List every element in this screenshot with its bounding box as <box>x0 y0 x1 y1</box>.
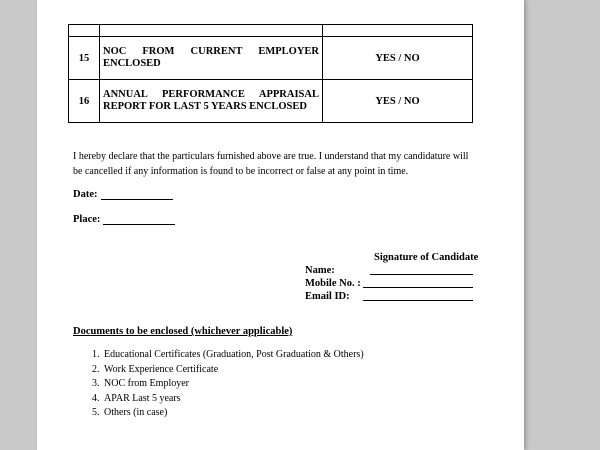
name-label: Name: <box>305 265 335 276</box>
date-blank-line <box>101 189 173 200</box>
signature-title: Signature of Candidate <box>374 252 479 263</box>
list-item: 4. APAR Last 5 years <box>102 392 364 407</box>
table-row-partial <box>69 25 473 37</box>
row-answer: YES / NO <box>323 80 473 123</box>
items-table <box>68 24 473 123</box>
documents-title: Documents to be enclosed (whichever applicable) <box>73 326 293 337</box>
row-number: 16 <box>69 80 100 123</box>
table-row <box>69 37 473 80</box>
table-row <box>69 80 473 123</box>
list-item: 1. Educational Certificates (Graduation, Post Graduation & Others) <box>102 348 364 363</box>
place-field <box>73 214 175 225</box>
documents-list <box>73 348 364 421</box>
list-item: 3. NOC from Employer <box>102 377 364 392</box>
document-page <box>37 0 524 450</box>
row-description: ANNUAL PERFORMANCE APPRAISAL REPORT FOR LAST 5 YEARS ENCLOSED <box>100 80 323 123</box>
place-blank-line <box>103 214 175 225</box>
place-label: Place: <box>73 214 101 225</box>
email-blank-line <box>363 300 473 301</box>
date-field <box>73 189 173 200</box>
name-blank-line <box>370 274 473 275</box>
email-label: Email ID: <box>305 291 350 302</box>
date-label: Date: <box>73 189 98 200</box>
row-description: NOC FROM CURRENT EMPLOYER ENCLOSED <box>100 37 323 80</box>
list-item: 5. Others (in case) <box>102 406 364 421</box>
list-item: 2. Work Experience Certificate <box>102 363 364 378</box>
mobile-label: Mobile No. : <box>305 278 361 289</box>
row-number: 15 <box>69 37 100 80</box>
viewer-background-left <box>0 0 37 450</box>
viewer-background-right <box>524 0 600 450</box>
mobile-blank-line <box>363 287 473 288</box>
declaration-text: I hereby declare that the particulars furnished above are true. I understand that my candidature will be cancelled if any information is found to be incorrect or false at any point in time. <box>73 151 469 177</box>
row-answer: YES / NO <box>323 37 473 80</box>
